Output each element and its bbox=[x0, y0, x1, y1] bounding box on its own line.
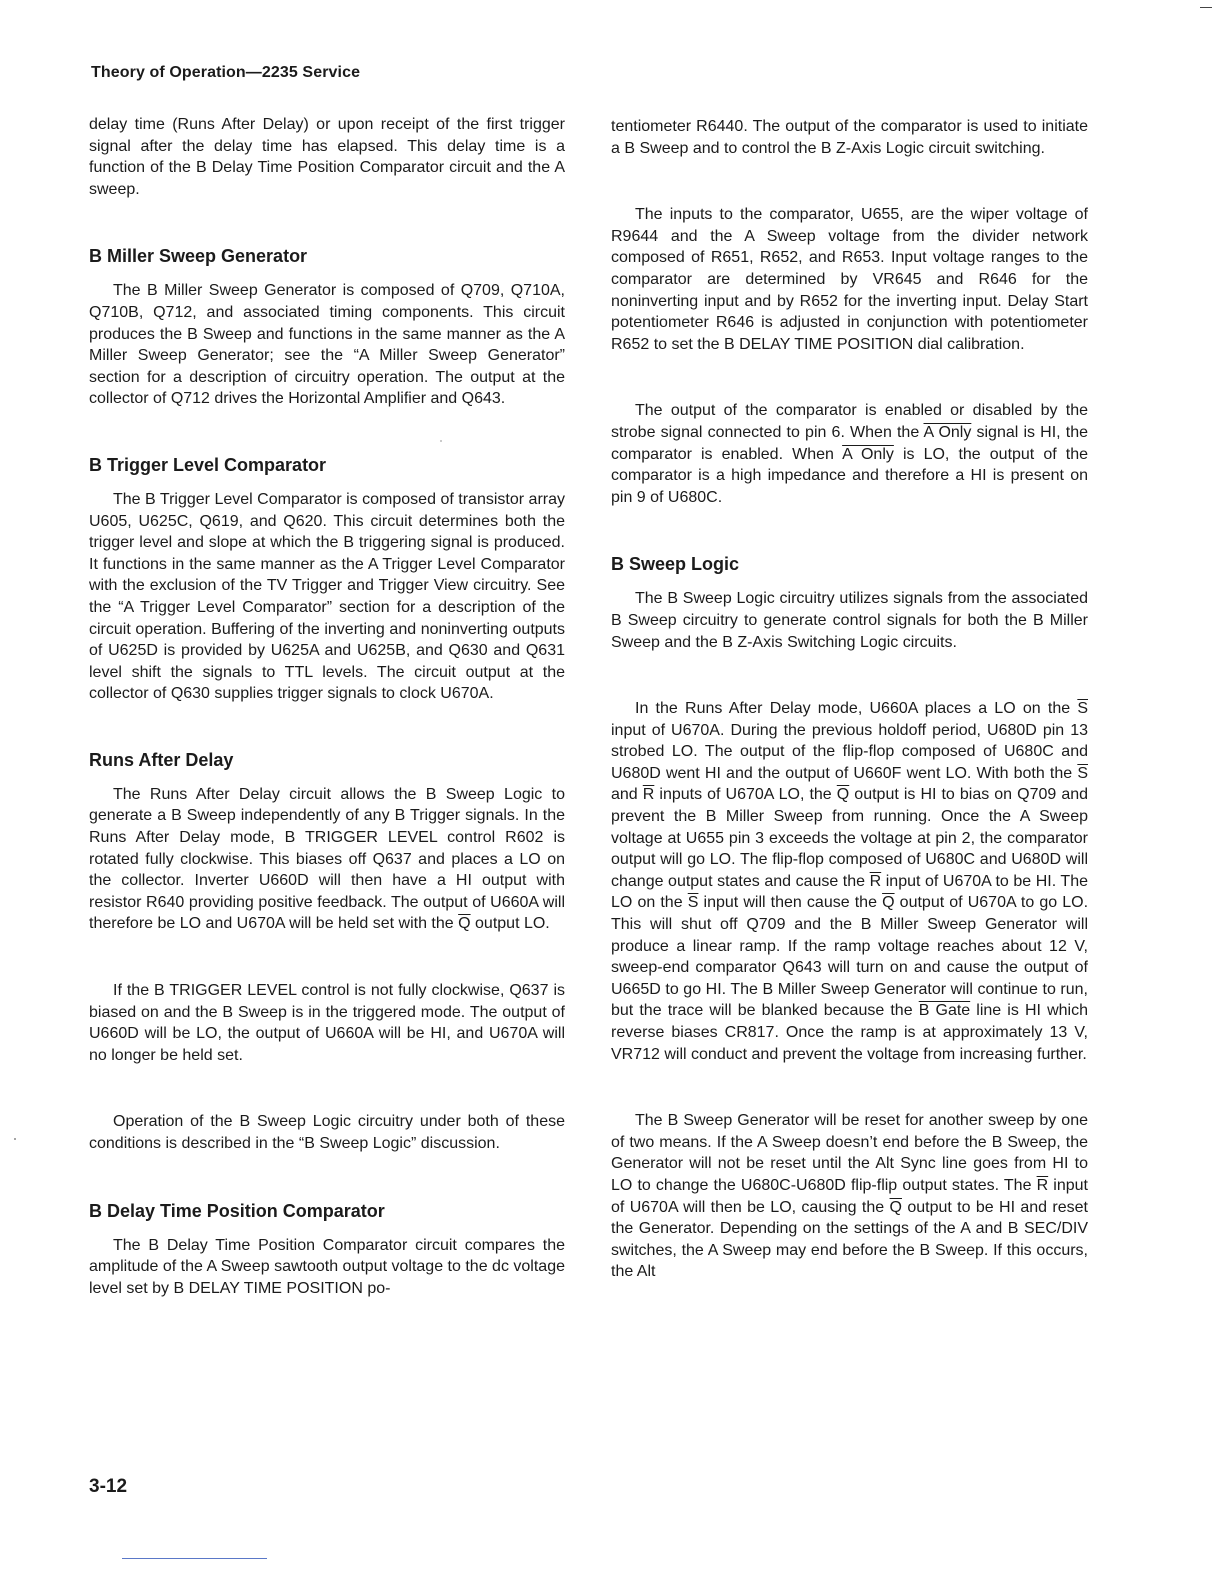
s-bar-signal-2: $\overline{S}$ bbox=[1077, 764, 1088, 782]
paragraph-runs-after-delay-mode: In the Runs After Delay mode, U660A places a LO on the $\overline{S}$ input of U670A. During the previous holdoff period, U680D pin 13 strobed LO. The output of the flip-flop composed of U680C and U680D went HI and the output of U660F went LO. With both the $\overline{S}$ and $\overline{R}$ inputs of U670A LO, the $\overline{Q}$ output is HI to bias on Q709 and prevent the B Miller Sweep from running. Once the A Sweep voltage at U655 pin 3 exceeds the voltage at pin 2, the comparator output will go LO. The flip-flop composed of U680C and U680D will change output states and cause the $\overline{R}$ input of U670A to be HI. The LO on the $\overline{S}$ input will then cause the $\overline{Q}$ output of U670A to go LO. This will shut off Q709 and the B Miller Sweep Generator will produce a linear ramp. If the ramp voltage reaches about 12 V, sweep-end comparator Q643 will turn on and cause the output of U665D to go HI. The B Miller Sweep Generator will continue to run, but the trace will be blanked because the B Gate line is HI which reverse biases CR817. Once the ramp is at approximately 13 V, VR712 will conduct and prevent the voltage from increasing further. bbox=[611, 700, 1089, 1063]
paragraph-reset: The B Sweep Generator will be reset for another sweep by one of two means. If the A Sweep doesn’t end before the B Sweep, the Generator will not be reset until the Alt Sync line goes from HI to LO to change the U680C-U680D flip-flip output states. The $\overline{R}$ input of U670A will then be LO, causing the $\overline{Q}$ output to be HI and reset the Generator. Depending on the settings of the A and B SEC/DIV switches, the A Sweep may end before the B Sweep. If this occurs, the Alt bbox=[611, 1112, 1088, 1281]
heading-b-sweep-logic: B Sweep Logic bbox=[611, 554, 740, 575]
corner-scan-mark bbox=[1200, 7, 1212, 8]
heading-b-delay-time-position-comparator: B Delay Time Position Comparator bbox=[89, 1200, 385, 1221]
paragraph-comparator-enable: The output of the comparator is enabled or disabled by the strobe signal connected to pin 6. When the A Only signal is HI, the comparator is enabled. When A Only is LO, the output of the comparator is a high impedance and therefore a HI is present on pin 9 of U680C. bbox=[611, 402, 1088, 506]
r-bar-signal-3: $\overline{R}$ bbox=[1036, 1176, 1049, 1194]
q-bar-signal-3: $\overline{Q}$ bbox=[882, 894, 895, 912]
s-bar-signal-3: $\overline{S}$ bbox=[687, 894, 699, 912]
heading-b-miller-sweep-generator: B Miller Sweep Generator bbox=[89, 246, 308, 267]
scan-speck bbox=[14, 1138, 16, 1140]
q-bar-signal-2: $\overline{Q}$ bbox=[836, 786, 850, 804]
page-number: 3-12 bbox=[89, 1476, 128, 1497]
scan-speck bbox=[440, 440, 442, 442]
paragraph-comparator-inputs: The inputs to the comparator, U655, are the wiper voltage of R9644 and the A Sweep voltage from the divider network composed of R651, R652, and R653. Input voltage ranges to the comparator are determined by VR645 and R646 for the noninverting input and by R652 for the inverting input. Delay Start potentiometer R646 is adjusted in conjunction with potentiometer R652 to set the B DELAY TIME POSITION dial calibration. bbox=[611, 206, 1088, 353]
r-bar-signal-2: $\overline{R}$ bbox=[869, 872, 882, 890]
left-column bbox=[89, 114, 565, 1299]
paragraph-b-trigger-level: The B Trigger Level Comparator is composed of transistor array U605, U625C, Q619, and Q620. This circuit determines both the trigger level and slope at which the B triggering signal is produced. It functions in the same manner as the A Trigger Level Comparator with the exclusion of the TV Trigger and Trigger View circuitry. See the “A Trigger Level Comparator” section for a description of the circuit operation. Buffering of the inverting and noninverting outputs of U625D is provided by U625A and U625B, and Q630 and Q631 level shift the signals to TTL levels. The circuit output at the collector of Q630 supplies trigger signals to clock U670A. bbox=[89, 490, 565, 703]
paragraph-comparator-continued: tentiometer R6440. The output of the comparator is used to initiate a B Sweep and to control the B Z-Axis Logic circuit switching. bbox=[611, 118, 1088, 157]
s-bar-signal: $\overline{S}$ bbox=[1077, 700, 1088, 718]
bottom-rule bbox=[122, 1558, 267, 1559]
a-only-bar-signal: A Only bbox=[923, 423, 972, 441]
paragraph-b-sweep-logic: The B Sweep Logic circuitry utilizes signals from the associated B Sweep circuitry to generate control signals for both the B Miller Sweep and the B Z-Axis Switching Logic circuits. bbox=[611, 590, 1088, 651]
heading-b-trigger-level-comparator: B Trigger Level Comparator bbox=[89, 454, 327, 475]
paragraph-operation-conditions: Operation of the B Sweep Logic circuitry under both of these conditions is described in the “B Sweep Logic” discussion. bbox=[89, 1113, 565, 1152]
b-gate-bar-signal: B Gate bbox=[918, 1002, 971, 1020]
q-bar-signal-4: $\overline{Q}$ bbox=[889, 1198, 902, 1216]
paragraph-runs-after-delay: The Runs After Delay circuit allows the B Sweep Logic to generate a B Sweep independently of any B Trigger signals. In the Runs After Delay mode, B TRIGGER LEVEL control R602 is rotated fully clockwise. This biases off Q637 and places a LO on the collector. Inverter U660D will then have a HI output with resistor R640 providing positive feedback. The output of U660A will therefore be LO and U670A will be held set with the $\overline{Q}$ output LO. bbox=[89, 785, 565, 933]
paragraph-intro-continued: delay time (Runs After Delay) or upon receipt of the first trigger signal after the delay time has elapsed. This delay time is a function of the B Delay Time Position Comparator circuit and the A sweep. bbox=[89, 116, 565, 198]
q-bar-signal: $\overline{Q}$ bbox=[458, 915, 471, 933]
right-column bbox=[611, 116, 1088, 1283]
r-bar-signal: $\overline{R}$ bbox=[642, 786, 655, 804]
heading-runs-after-delay: Runs After Delay bbox=[89, 749, 234, 770]
a-only-bar-signal-2: A Only bbox=[842, 445, 894, 463]
paragraph-triggered-mode: If the B TRIGGER LEVEL control is not fully clockwise, Q637 is biased on and the B Sweep is in the triggered mode. The output of U660D will be LO, the output of U660A will be HI, and U670A will no longer be held set. bbox=[89, 982, 565, 1064]
paragraph-b-miller-sweep: The B Miller Sweep Generator is composed of Q709, Q710A, Q710B, Q712, and associated timing components. This circuit produces the B Sweep and functions in the same manner as the A Miller Sweep Generator; see the “A Miller Sweep Generator” section for a description of circuitry operation. The output at the collector of Q712 drives the Horizontal Amplifier and Q643. bbox=[89, 282, 565, 408]
paragraph-b-delay-time-position: The B Delay Time Position Comparator circuit compares the amplitude of the A Sweep sawtooth output voltage to the dc voltage level set by B DELAY TIME POSITION po- bbox=[89, 1236, 565, 1297]
page-header: Theory of Operation—2235 Service bbox=[91, 64, 361, 81]
